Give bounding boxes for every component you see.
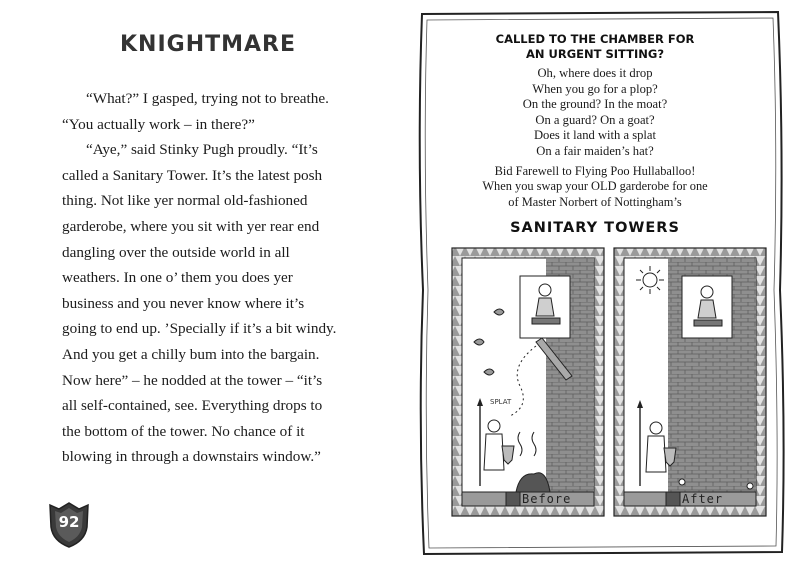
advert-copy-line-1: Bid Farewell to Flying Poo Hullaballoo! [494,164,696,178]
paragraph-1: “What?” I gasped, trying not to breathe. “You actually work – in there?” [62,90,329,133]
poem-line-4: On a guard? On a goat? [535,112,655,127]
advert-title-line-1: CALLED TO THE CHAMBER FOR [495,32,695,46]
poem-line-3: On the ground? In the moat? [522,97,668,112]
sun-icon [643,273,657,287]
after-label: After [682,492,724,506]
splat-label: SPLAT [490,398,512,406]
illustration-svg [450,246,768,522]
poem [460,66,730,160]
poem-line-5: Does it land with a splat [533,128,657,143]
poem-line-6: On a fair maiden’s hat? [536,143,654,158]
page-number: 92 [58,513,80,531]
advert-title [460,32,730,62]
body-text [62,86,337,470]
before-after-illustration [450,246,768,522]
advert-copy-line-3: of Master Norbert of Nottingham’s [508,194,682,209]
after-panel [614,248,766,516]
running-head: KNIGHTMARE [120,32,297,57]
before-label: Before [522,492,572,506]
advert-copy-line-2: When you swap your OLD garderobe for one [482,179,708,194]
advert-title-line-2: AN URGENT SITTING? [525,47,665,61]
poem-line-1: Oh, where does it drop [537,66,653,80]
before-panel [452,248,604,516]
right-page [400,0,800,566]
advert-product-name: SANITARY TOWERS [510,220,680,236]
poem-line-2: When you go for a plop? [532,81,658,96]
advert-copy [450,164,740,210]
paragraph-2: “Aye,” said Stinky Pugh proudly. “It’s called a Sanitary Tower. It’s the latest posh thing. Not like yer normal old-fashioned garderobe, where you sit with yer rear end dangling over the outside world in all weathers. In one o’ them you does yer business and you never know where it’s going to end up. ’Specially if it’s a bit windy. And you get a chilly bum into the bargain. Now here” – he nodded at the tower – “it’s all self-contained, see. Everything drops to the bottom of the tower. No chance of it blowing in through a downstairs window.” [62,141,337,466]
